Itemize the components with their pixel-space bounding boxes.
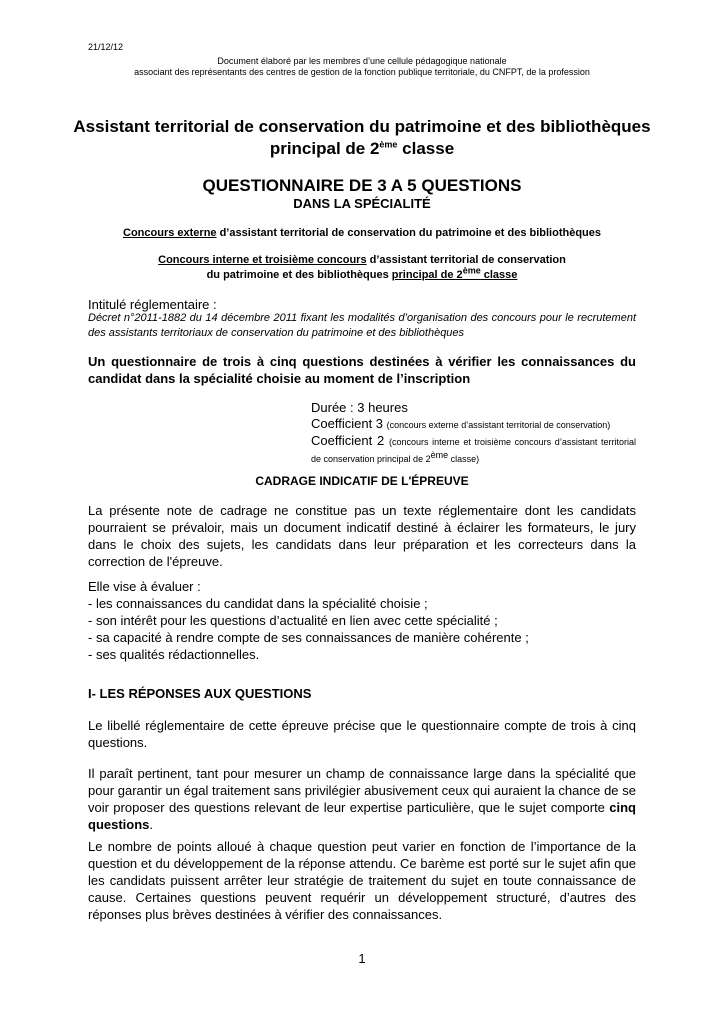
list-item: - ses qualités rédactionnelles. [88, 647, 260, 662]
list-item: - son intérêt pour les questions d’actualité en lien avec cette spécialité ; [88, 613, 498, 628]
section-heading: I- LES RÉPONSES AUX QUESTIONS [88, 686, 312, 701]
concours-interne: Concours interne et troisième concours d’assistant territorial de conservation du patrimoine et des bibliothèques principal de 2ème classe [158, 254, 566, 281]
duration: Durée : 3 heures [311, 400, 408, 415]
decree-reference: Décret n°2011-1882 du 14 décembre 2011 fixant les modalités d’organisation des concours pour le recrutement des assistants territoriaux de conservation du patrimoine et des bibliothèques [88, 312, 636, 339]
intro-paragraph: La présente note de cadrage ne constitue pas un texte réglementaire dont les candidats pourraient se prévaloir, mais un document indicatif destiné à éclairer les formateurs, le jury dans le choix des sujets, les candidats dans leur préparation et les correcteurs dans la correction de l'épreuve. [88, 503, 636, 569]
coefficient-1: Coefficient 3 (concours externe d’assistant territorial de conservation) [311, 416, 611, 431]
section-paragraph-1: Le libellé réglementaire de cette épreuve précise que le questionnaire compte de trois à cinq questions. [88, 718, 636, 750]
summary-statement: Un questionnaire de trois à cinq questions destinées à vérifier les connaissances du candidat dans la spécialité choisie au moment de l’inscription [88, 354, 636, 386]
duration-block [311, 400, 636, 467]
section-paragraph-3: Le nombre de points alloué à chaque question peut varier en fonction de l’importance de la question et du développement de la réponse attendu. Ce barème est porté sur le sujet afin que les candidats puissent arrêter leur stratégie de traitement du sujet en toute connaissance de cause. Certaines questions peuvent requérir un développement structuré, d’autres des réponses plus brèves destinées à vérifier des connaissances. [88, 839, 636, 922]
header-line-2: associant des représentants des centres de gestion de la fonction publique territoriale, du CNFPT, de la profession [134, 67, 590, 77]
list-item: - sa capacité à rendre compte de ses connaissances de manière cohérente ; [88, 630, 529, 645]
title-line-1: Assistant territorial de conservation du patrimoine et des bibliothèques [73, 117, 651, 136]
title-line-2: principal de 2ème classe [269, 139, 455, 158]
coefficient-2: Coefficient 2 (concours interne et troisième concours d’assistant territorial de conservation principal de 2ème classe) [311, 433, 636, 464]
section-paragraph-2: Il paraît pertinent, tant pour mesurer un champ de connaissance large dans la spécialité que pour garantir un égal traitement sans privilégier abusivement ceux qui auraient la chance de se voir proposer des questions relevant de leur expertise particulière, que le sujet comporte cinq questions. [88, 766, 636, 832]
list-item: - les connaissances du candidat dans la spécialité choisie ; [88, 596, 428, 611]
intitule-label: Intitulé réglementaire : [88, 297, 217, 312]
page-number: 1 [358, 951, 366, 966]
concours-externe: Concours externe d’assistant territorial de conservation du patrimoine et des bibliothèques [123, 227, 601, 239]
evaluation-lead: Elle vise à évaluer : [88, 579, 201, 594]
evaluation-list [88, 578, 636, 663]
cadrage-heading: CADRAGE INDICATIF DE L'ÉPREUVE [255, 474, 469, 488]
document-date: 21/12/12 [88, 42, 124, 52]
questionnaire-subtitle: DANS LA SPÉCIALITÉ [293, 196, 431, 211]
header-line-1: Document élaboré par les membres d’une cellule pédagogique nationale [217, 56, 507, 66]
document-title [60, 116, 664, 160]
questionnaire-title: QUESTIONNAIRE DE 3 A 5 QUESTIONS [202, 176, 522, 195]
